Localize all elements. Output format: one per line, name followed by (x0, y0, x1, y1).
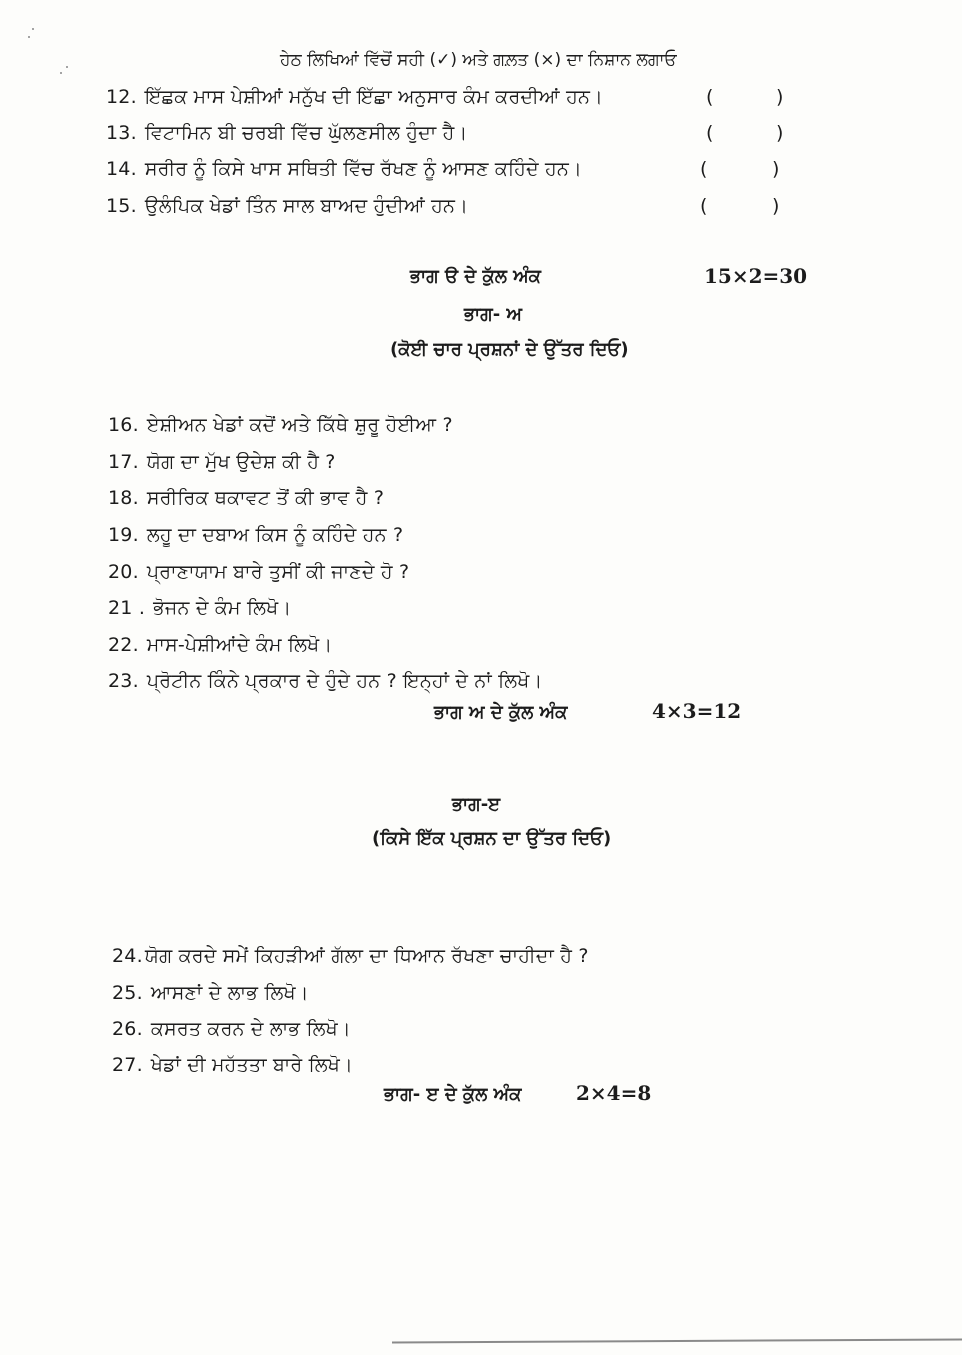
question-14 (106, 158, 582, 180)
question-text: ਯੋਗ ਦਾ ਮੁੱਖ ਉਦੇਸ਼ ਕੀ ਹੈ ? (146, 451, 336, 473)
part-b-title: ਭਾਗ- ਅ (464, 304, 522, 325)
question-text: ਵਿਟਾਮਿਨ ਬੀ ਚਰਬੀ ਵਿੱਚ ਘੁੱਲਣਸੀਲ ਹੁੰਦਾ ਹੈ। (144, 122, 468, 144)
question-text: ਕਸਰਤ ਕਰਨ ਦੇ ਲਾਭ ਲਿਖੋ। (150, 1018, 351, 1040)
question-number: 18. (108, 487, 139, 509)
question-26 (112, 1018, 351, 1040)
question-text: ਆਸਣਾਂ ਦੇ ਲਾਭ ਲਿਖੋ। (150, 982, 309, 1004)
answer-close-paren: ) (776, 86, 784, 108)
part-c-total-label: ਭਾਗ- ੲ ਦੇ ਕੁੱਲ ਅੰਕ (384, 1084, 522, 1105)
part-a-total-label: ਭਾਗ ੳ ਦੇ ਕੁੱਲ ਅੰਕ (410, 266, 541, 287)
question-16 (108, 414, 453, 436)
question-18 (108, 487, 384, 509)
part-b-total-marks: 4×3=12 (652, 699, 742, 723)
question-text: ਮਾਸ-ਪੇਸ਼ੀਆਂਦੇ ਕੰਮ ਲਿਖੋ। (146, 634, 333, 656)
question-23 (108, 670, 543, 692)
answer-open-paren: ( (700, 158, 708, 180)
answer-open-paren: ( (706, 86, 714, 108)
question-text: ਇੱਛਕ ਮਾਸ ਪੇਸ਼ੀਆਂ ਮਨੁੱਖ ਦੀ ਇੱਛਾ ਅਨੁਸਾਰ ਕੰਮ ਕਰਦੀਆਂ ਹਨ। (144, 86, 604, 108)
question-text: ਸਰੀਰਿਕ ਥਕਾਵਟ ਤੋਂ ਕੀ ਭਾਵ ਹੈ ? (146, 487, 385, 509)
part-b-instruction: (ਕੋਈ ਚਾਰ ਪ੍ਰਸ਼ਨਾਂ ਦੇ ਉੱਤਰ ਦਿਓ) (390, 339, 629, 360)
question-17 (108, 451, 336, 473)
scan-edge-line (392, 1339, 962, 1344)
question-number: 26. (112, 1018, 143, 1040)
question-24 (112, 945, 589, 967)
scan-speck (32, 28, 34, 30)
question-21 (108, 597, 291, 619)
question-text: ਭੋਜਨ ਦੇ ਕੰਮ ਲਿਖੋ। (153, 597, 292, 619)
question-27 (112, 1054, 353, 1076)
question-number: 12. (106, 86, 137, 108)
answer-close-paren: ) (776, 122, 784, 144)
question-15 (106, 195, 468, 217)
question-number: 20. (108, 561, 139, 583)
true-false-instruction: ਹੇਠ ਲਿਖਿਆਂ ਵਿੱਚੋਂ ਸਹੀ (✓) ਅਤੇ ਗਲ਼ਤ (×) ਦਾ ਨਿਸ਼ਾਨ ਲਗਾਓ (280, 50, 677, 70)
answer-close-paren: ) (772, 195, 780, 217)
question-text: ਸਰੀਰ ਨੂੰ ਕਿਸੇ ਖਾਸ ਸਥਿਤੀ ਵਿੱਚ ਰੱਖਣ ਨੂੰ ਆਸਣ ਕਹਿੰਦੇ ਹਨ। (144, 158, 582, 180)
answer-open-paren: ( (706, 122, 714, 144)
part-c-title: ਭਾਗ-ੲ (452, 794, 501, 815)
question-number: 17. (108, 451, 139, 473)
question-22 (108, 634, 332, 656)
question-number: 14. (106, 158, 137, 180)
question-text: ਪ੍ਰਾਣਾਯਾਮ ਬਾਰੇ ਤੁਸੀਂ ਕੀ ਜਾਣਦੇ ਹੋ ? (146, 561, 410, 583)
question-text: ਪ੍ਰੋਟੀਨ ਕਿੰਨੇ ਪ੍ਰਕਾਰ ਦੇ ਹੁੰਦੇ ਹਨ ? ਇਨ੍ਹਾਂ ਦੇ ਨਾਂ ਲਿਖੋ। (146, 670, 543, 692)
scan-speck (60, 72, 62, 74)
question-number: 25. (112, 982, 143, 1004)
scan-speck (28, 36, 30, 38)
question-number: 15. (106, 195, 137, 217)
scan-speck (66, 66, 68, 68)
question-number: 22. (108, 634, 139, 656)
answer-close-paren: ) (772, 158, 780, 180)
answer-open-paren: ( (700, 195, 708, 217)
question-text: ਯੋਗ ਕਰਦੇ ਸਮੇਂ ਕਿਹੜੀਆਂ ਗੱਲਾ ਦਾ ਧਿਆਨ ਰੱਖਣਾ ਚਾਹੀਦਾ ਹੈ ? (144, 945, 589, 967)
question-number: 27. (112, 1054, 143, 1076)
question-number: 19. (108, 524, 139, 546)
part-c-total-marks: 2×4=8 (576, 1081, 652, 1105)
question-19 (108, 524, 403, 546)
part-a-total-marks: 15×2=30 (704, 264, 808, 288)
question-text: ਏਸ਼ੀਅਨ ਖੇਡਾਂ ਕਦੋਂ ਅਤੇ ਕਿੱਥੇ ਸ਼ੁਰੂ ਹੋਈਆ ? (146, 414, 453, 436)
question-25 (112, 982, 309, 1004)
question-number: 21 . (108, 597, 146, 619)
question-text: ਲਹੂ ਦਾ ਦਬਾਅ ਕਿਸ ਨੂੰ ਕਹਿੰਦੇ ਹਨ ? (146, 524, 404, 546)
question-20 (108, 561, 409, 583)
question-number: 13. (106, 122, 137, 144)
question-number: 16. (108, 414, 139, 436)
question-13 (106, 122, 467, 144)
part-b-total-label: ਭਾਗ ਅ ਦੇ ਕੁੱਲ ਅੰਕ (434, 702, 568, 723)
question-number: 23. (108, 670, 139, 692)
question-text: ਉਲੰਪਿਕ ਖੇਡਾਂ ਤਿੰਨ ਸਾਲ ਬਾਅਦ ਹੁੰਦੀਆਂ ਹਨ। (144, 195, 469, 217)
part-c-instruction: (ਕਿਸੇ ਇੱਕ ਪ੍ਰਸ਼ਨ ਦਾ ਉੱਤਰ ਦਿਓ) (372, 828, 612, 849)
question-text: ਖੇਡਾਂ ਦੀ ਮਹੱਤਤਾ ਬਾਰੇ ਲਿਖੋ। (150, 1054, 354, 1076)
question-number: 24. (112, 945, 143, 967)
question-12 (106, 86, 603, 108)
